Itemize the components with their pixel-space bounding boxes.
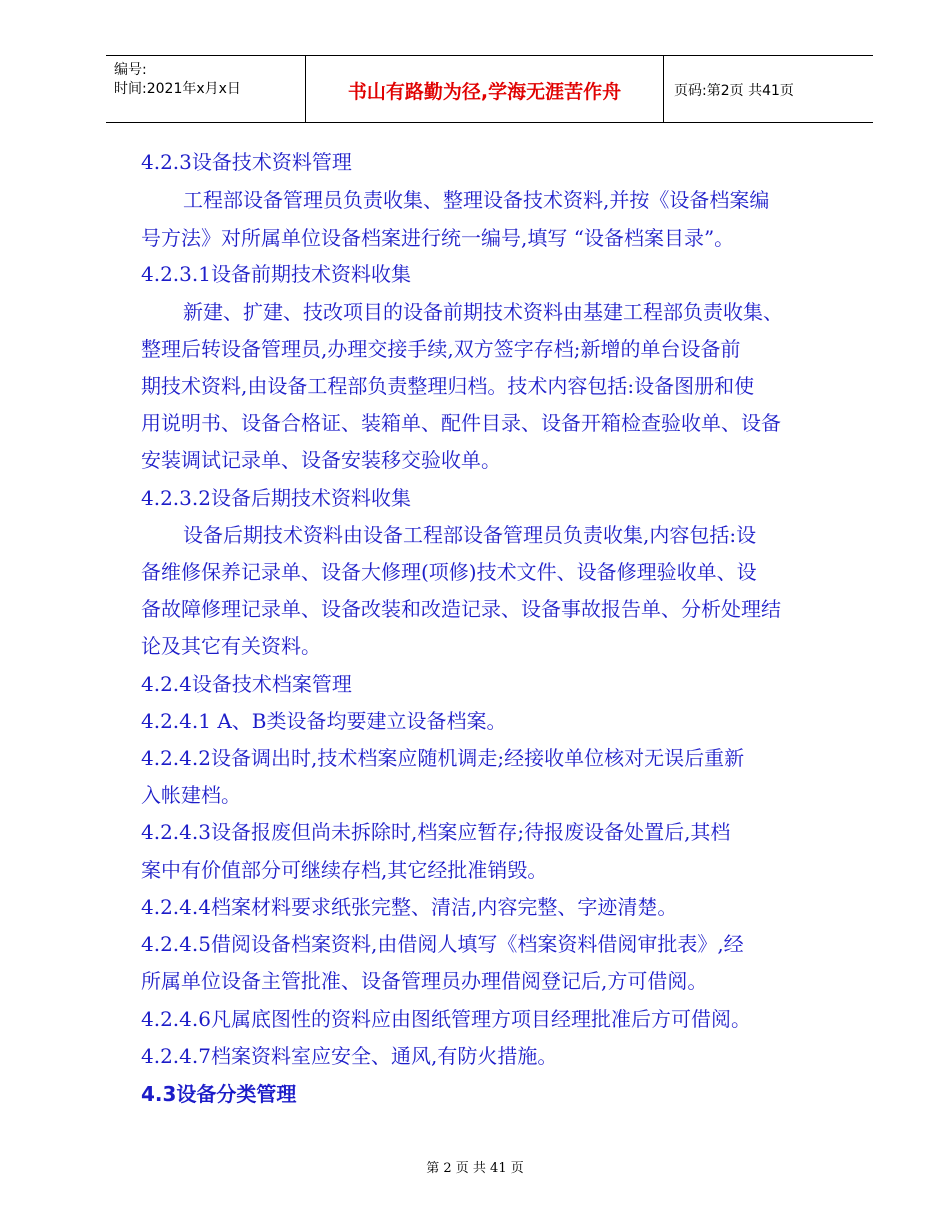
paragraph-line: 备故障修理记录单、设备改装和改造记录、设备事故报告单、分析处理结 [141,597,781,621]
section-heading: 4.2.3.1设备前期技术资料收集 [141,262,411,286]
paragraph-line: 设备后期技术资料由设备工程部设备管理员负责收集,内容包括:设 [183,523,757,547]
paragraph-line: 用说明书、设备合格证、装箱单、配件目录、设备开箱检查验收单、设备 [141,411,781,435]
doc-time-label: 时间:2021年x月x日 [114,81,241,97]
list-item: 4.2.4.6凡属底图性的资料应由图纸管理方项目经理批准后方可借阅。 [141,1007,751,1031]
list-item: 4.2.4.7档案资料室应安全、通风,有防火措施。 [141,1044,558,1068]
list-item: 4.2.4.1 A、B类设备均要建立设备档案。 [141,709,507,733]
section-heading-bold: 4.3设备分类管理 [141,1082,297,1106]
paragraph-line: 期技术资料,由设备工程部负责整理归档。技术内容包括:设备图册和使 [141,374,755,398]
header-motto-cell [306,56,664,122]
list-item: 4.2.4.4档案材料要求纸张完整、清洁,内容完整、字迹清楚。 [141,895,678,919]
paragraph-line: 整理后转设备管理员,办理交接手续,双方签字存档;新增的单台设备前 [141,337,741,361]
paragraph-line: 所属单位设备主管批准、设备管理员办理借阅登记后,方可借阅。 [141,969,708,993]
paragraph-line: 安装调试记录单、设备安装移交验收单。 [141,448,501,472]
page-footer: 第 2 页 共 41 页 [426,1161,524,1176]
paragraph-line: 号方法》对所属单位设备档案进行统一编号,填写 “设备档案目录”。 [141,226,735,250]
page-indicator: 页码:第2页 共41页 [674,83,794,99]
paragraph-line: 入帐建档。 [141,783,241,807]
section-heading: 4.2.3.2设备后期技术资料收集 [141,486,411,510]
header-meta-cell [106,56,306,122]
header-page-cell [664,56,873,122]
list-item: 4.2.4.2设备调出时,技术档案应随机调走;经接收单位核对无误后重新 [141,746,745,770]
paragraph-line: 工程部设备管理员负责收集、整理设备技术资料,并按《设备档案编 [183,188,770,212]
list-item: 4.2.4.5借阅设备档案资料,由借阅人填写《档案资料借阅审批表》,经 [141,932,744,956]
paragraph-line: 备维修保养记录单、设备大修理(项修)技术文件、设备修理验收单、设 [141,560,757,584]
paragraph-line: 论及其它有关资料。 [141,634,321,658]
motto-text: 书山有路勤为径,学海无涯苦作舟 [347,81,622,103]
section-heading: 4.2.3设备技术资料管理 [141,150,352,174]
header-table [106,55,873,123]
paragraph-line: 新建、扩建、技改项目的设备前期技术资料由基建工程部负责收集、 [183,300,783,324]
section-heading: 4.2.4设备技术档案管理 [141,672,352,696]
doc-number-label: 编号: [114,62,147,78]
list-item: 4.2.4.3设备报废但尚未拆除时,档案应暂存;待报废设备处置后,其档 [141,820,731,844]
paragraph-line: 案中有价值部分可继续存档,其它经批准销毁。 [141,858,548,882]
